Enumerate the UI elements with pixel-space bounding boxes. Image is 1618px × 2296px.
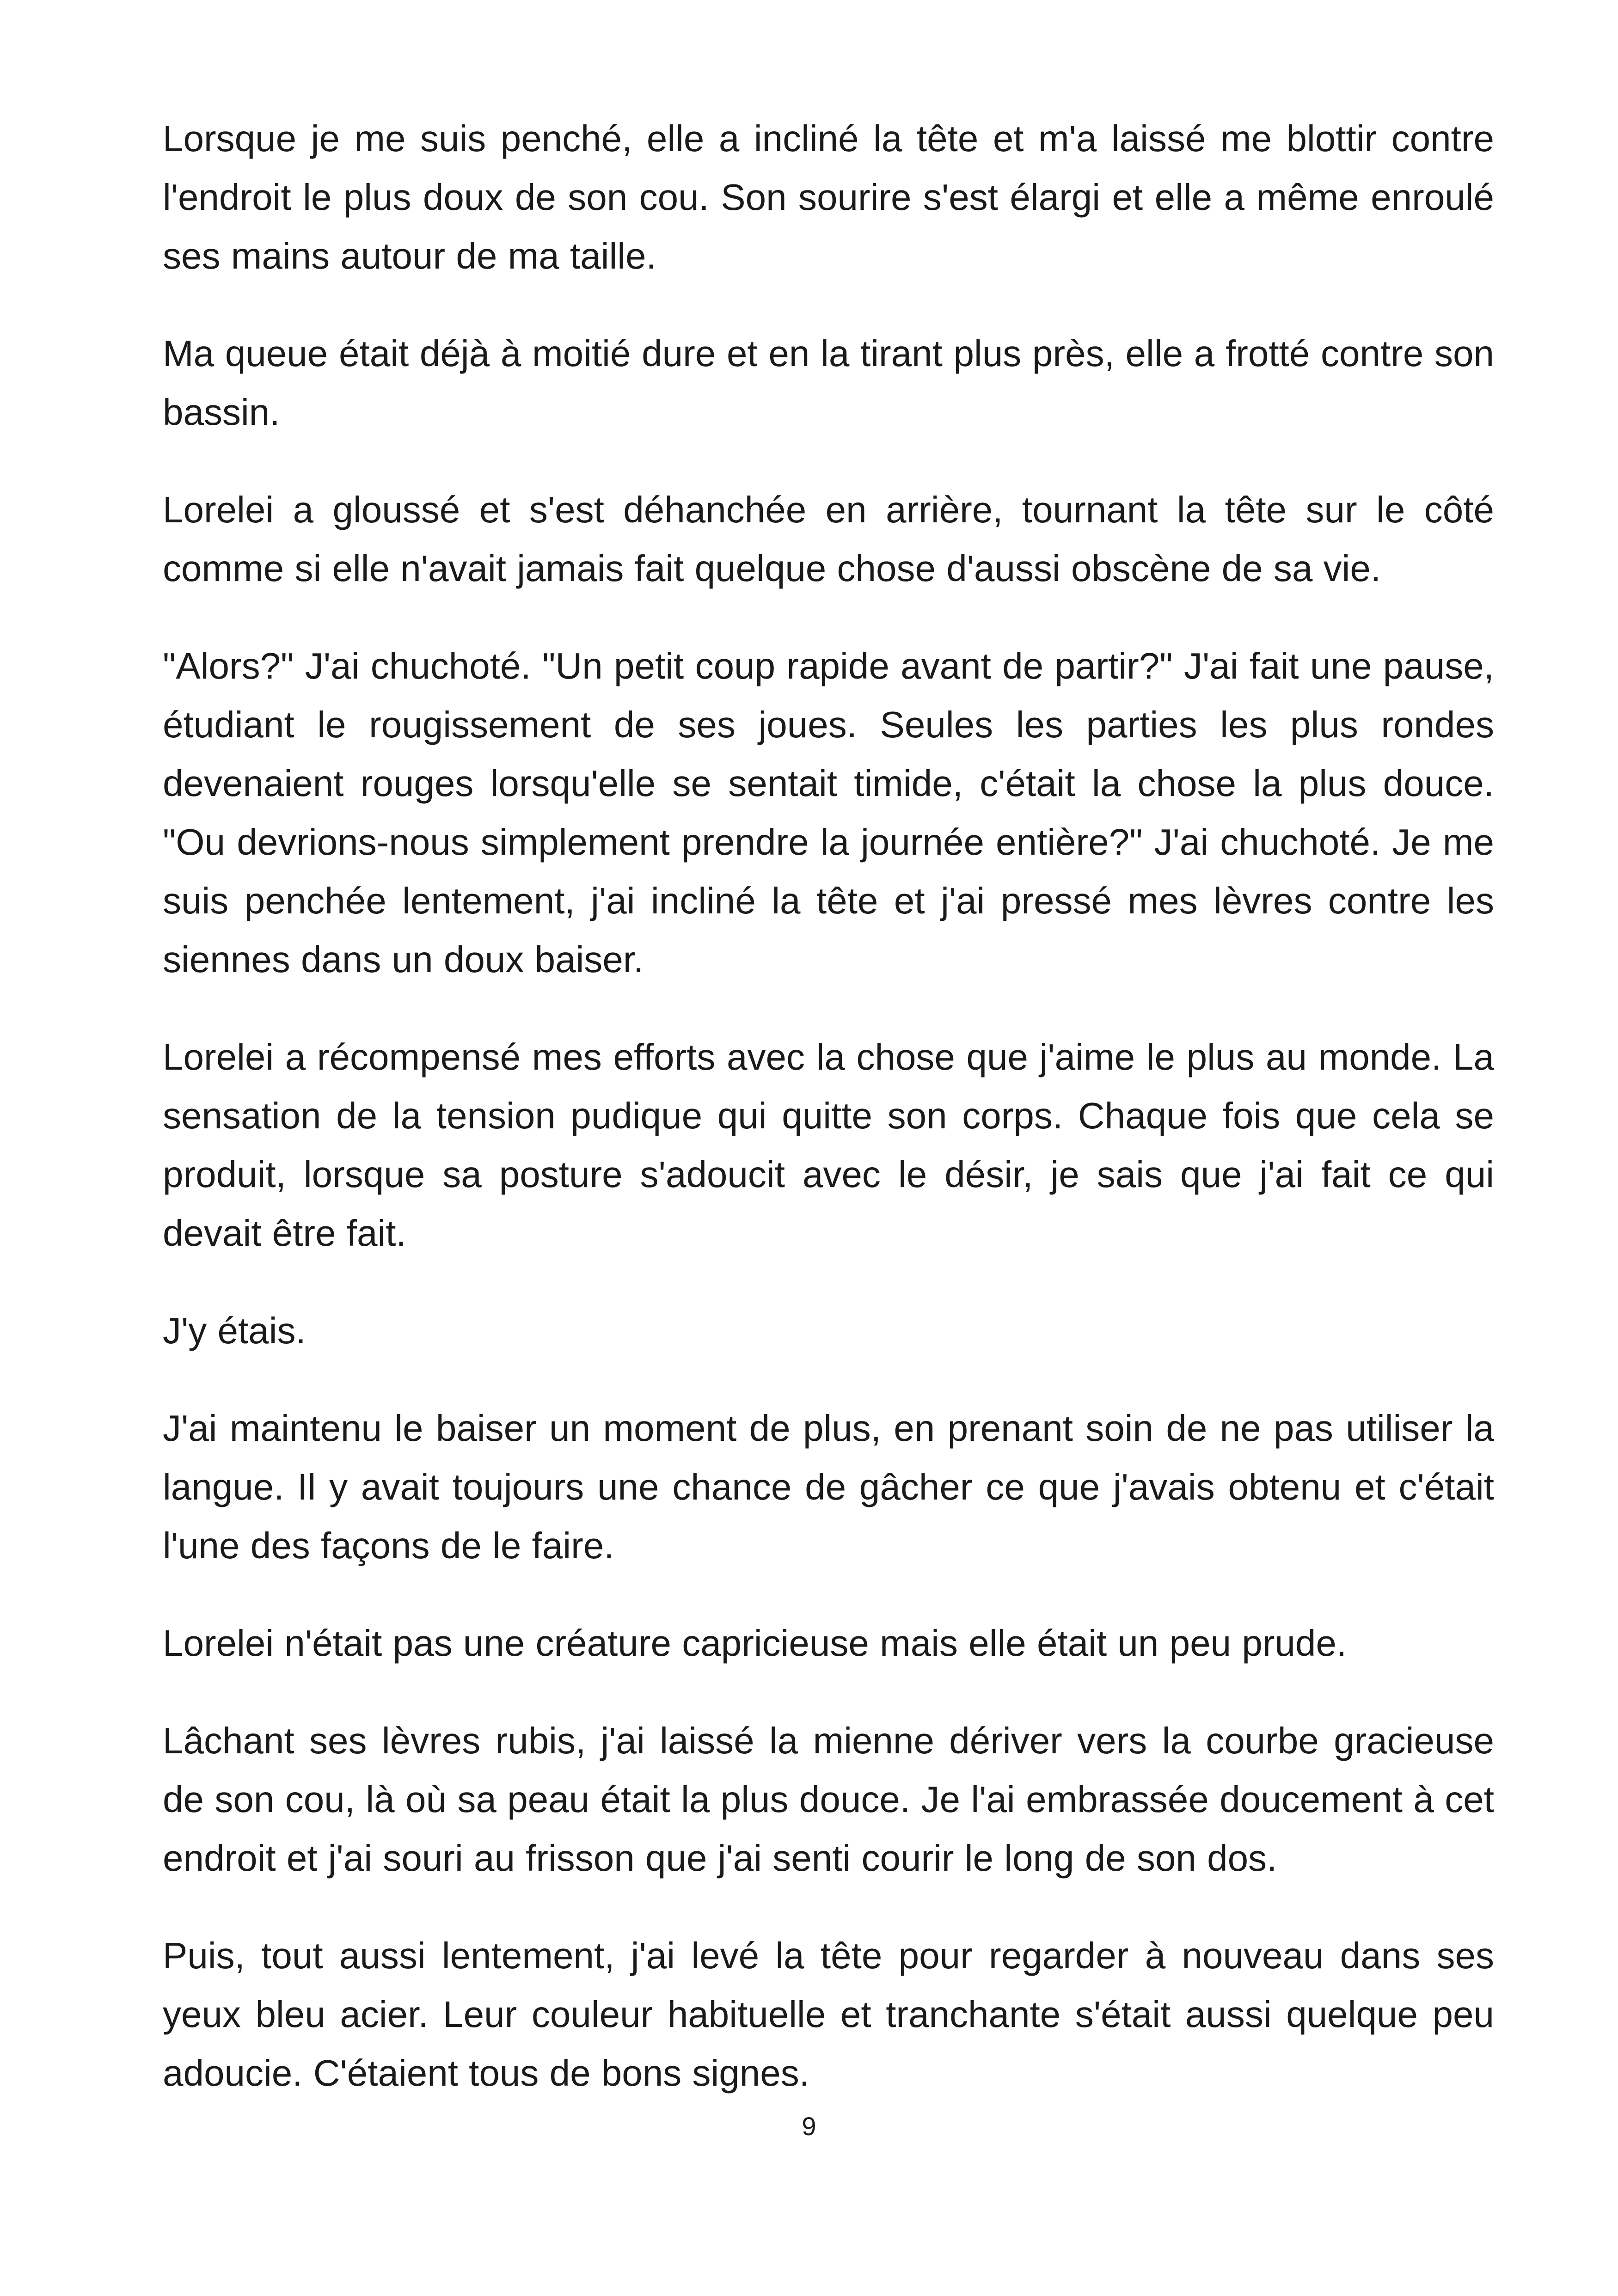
paragraph: J'ai maintenu le baiser un moment de plus, en prenant soin de ne pas utiliser la langue. Il y avait toujours une chance de gâcher ce que j'avais obtenu et c'était l'une des façons de le faire. xyxy=(163,1408,1494,1566)
paragraph: Lorelei a gloussé et s'est déhanchée en arrière, tournant la tête sur le côté comme si elle n'avait jamais fait quelque chose d'aussi obscène de sa vie. xyxy=(163,489,1494,589)
paragraph: Lorelei n'était pas une créature capricieuse mais elle était un peu prude. xyxy=(163,1623,1347,1664)
paragraph: J'y étais. xyxy=(163,1310,306,1351)
paragraph: Ma queue était déjà à moitié dure et en la tirant plus près, elle a frotté contre son bassin. xyxy=(163,333,1494,433)
page-body xyxy=(163,109,1494,2141)
paragraph: "Alors?" J'ai chuchoté. "Un petit coup rapide avant de partir?" J'ai fait une pause, étudiant le rougissement de ses joues. Seules les parties les plus rondes devenaient rouges lorsqu'elle se sentait timide, c'était la chose la plus douce. "Ou devrions-nous simplement prendre la journée entière?" J'ai chuchoté. Je me suis penchée lentement, j'ai incliné la tête et j'ai pressé mes lèvres contre les siennes dans un doux baiser. xyxy=(163,645,1494,980)
page-number: 9 xyxy=(802,2112,816,2141)
paragraph: Lorelei a récompensé mes efforts avec la chose que j'aime le plus au monde. La sensation de la tension pudique qui quitte son corps. Chaque fois que cela se produit, lorsque sa posture s'adoucit avec le désir, je sais que j'ai fait ce qui devait être fait. xyxy=(163,1036,1494,1254)
paragraph: Puis, tout aussi lentement, j'ai levé la tête pour regarder à nouveau dans ses yeux bleu acier. Leur couleur habituelle et tranchante s'était aussi quelque peu adoucie. C'étaient tous de bons signes. xyxy=(163,1935,1494,2094)
paragraph: Lâchant ses lèvres rubis, j'ai laissé la mienne dériver vers la courbe gracieuse de son cou, là où sa peau était la plus douce. Je l'ai embrassée doucement à cet endroit et j'ai souri au frisson que j'ai senti courir le long de son dos. xyxy=(163,1720,1494,1879)
paragraph: Lorsque je me suis penché, elle a incliné la tête et m'a laissé me blottir contre l'endroit le plus doux de son cou. Son sourire s'est élargi et elle a même enroulé ses mains autour de ma taille. xyxy=(163,118,1494,276)
